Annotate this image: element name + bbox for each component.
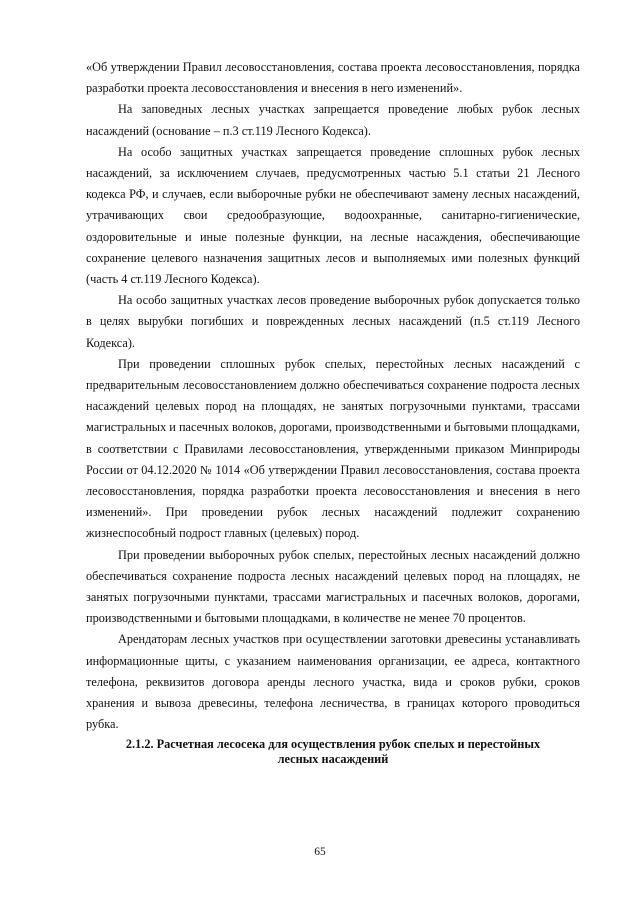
paragraph-information-boards: Арендаторам лесных участков при осуществлении заготовки древесины устанавливать информационные щиты, с указанием наименования организации, ее адреса, контактного телефона, реквизитов договора аренды лесного участка, вида и сроков рубки, сроков хранения и вывоза древесины, телефона лесничества, в границах которого проводиться рубка.: [86, 632, 580, 732]
section-heading-line-1: 2.1.2. Расчетная лесосека для осуществления рубок спелых и перестойных: [125, 736, 541, 751]
paragraph-selective-cut-undergrowth: При проведении выборочных рубок спелых, перестойных лесных насаждений должно обеспечиваться сохранение подроста лесных насаждений целевых пород на площадях, не занятых погрузочными пунктами, трассами магистральных и пасечных волоков, дорогами, производственными и бытовыми площадками, в количестве не менее 70 процентов.: [86, 547, 580, 626]
page-number: 65: [314, 846, 326, 858]
paragraph-protected-clear-cuts: На особо защитных участках запрещается проведение сплошных рубок лесных насаждений, за исключением случаев, предусмотренных частью 5.1 статьи 21 Лесного кодекса РФ, и случаев, если выборочные рубки не обеспечивают замену лесных насаждений, утрачивающих свои средообразующие, водоохранные, санитарно-гигиенические, оздоровительные и иные полезные функции, на лесные насаждения, обеспечивающие сохранение целевого назначения защитных лесов и выполняемых ими полезных функций (часть 4 ст.119 Лесного Кодекса).: [86, 144, 580, 287]
body-text: [86, 57, 580, 736]
paragraph-continuation: «Об утверждении Правил лесовосстановления, состава проекта лесовосстановления, порядка разработки проекта лесовосстановления и внесения в него изменений».: [86, 60, 580, 96]
paragraph-reserved-areas: На заповедных лесных участках запрещается проведение любых рубок лесных насаждений (основание – п.3 ст.119 Лесного Кодекса).: [86, 102, 580, 138]
paragraph-clear-cut-undergrowth: При проведении сплошных рубок спелых, перестойных лесных насаждений с предварительным лесовосстановлением должно обеспечиваться сохранение подроста лесных насаждений целевых пород на площадях, не занятых погрузочными пунктами, трассами магистральных и пасечных волоков, дорогами, производственными и бытовыми площадками, в соответствии с Правилами лесовосстановления, утвержденными приказом Минприроды России от 04.12.2020 № 1014 «Об утверждении Правил лесовосстановления, состава проекта лесовосстановления, порядка разработки проекта лесовосстановления и внесения в него изменений». При проведении рубок лесных насаждений подлежит сохранению жизнеспособный подрост главных (целевых) пород.: [86, 356, 580, 541]
paragraph-protected-selective-cuts: На особо защитных участках лесов проведение выборочных рубок допускается только в целях вырубки погибших и поврежденных лесных насаждений (п.5 ст.119 Лесного Кодекса).: [86, 293, 580, 350]
section-heading: [86, 737, 580, 767]
section-heading-line-2: лесных насаждений: [277, 751, 389, 766]
